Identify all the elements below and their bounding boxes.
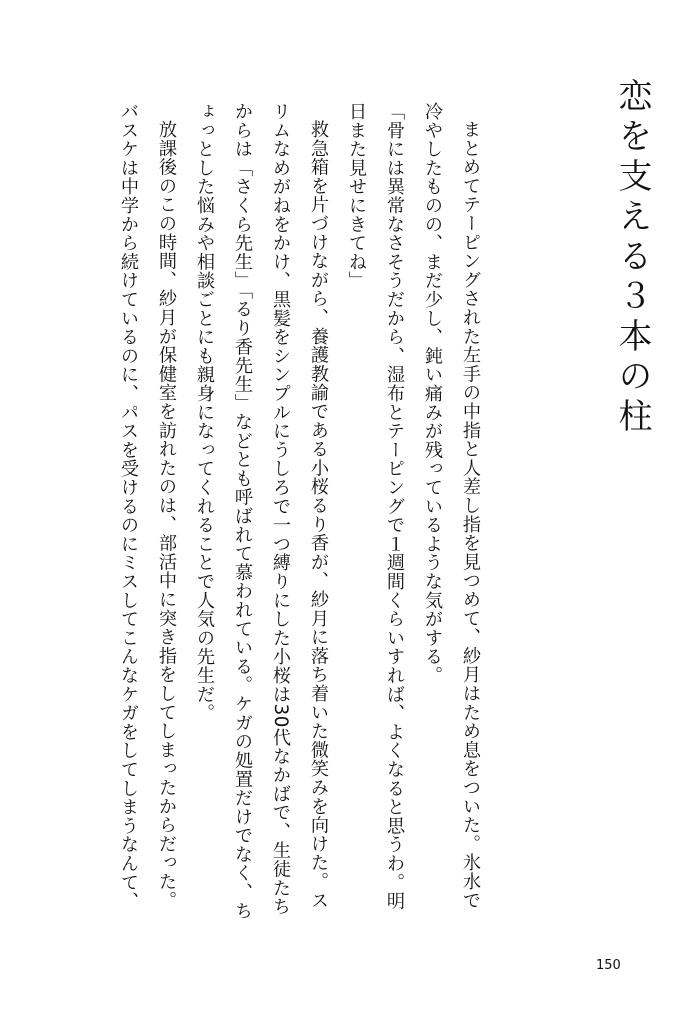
paragraph: 放課後のこの時間、紗月が保健室を訪れたのは、部活中に突き指をしてしまったからだった。バスケは中学から続けているのに、パスを受けるのにミスしてこんなケガをしてしまうなんて、 [118, 102, 177, 911]
body-text [69, 102, 489, 924]
chapter-title: 恋を支える３本の柱 [612, 78, 652, 438]
paragraph: まとめてテーピングされた左手の中指と人差し指を見つめて、紗月はため息をついた。氷水で冷やしたものの、まだ少し、鈍い痛みが残っているような気がする。 [422, 102, 481, 910]
paragraph: 救急箱を片づけながら、養護教諭である小桜るり香が、紗月に落ち着いた微笑みを向けた。スリムなめがねをかけ、黒髪をシンプルにうしろで一つ縛りにした小桜は30代なかばで、生徒たちからは「さくら先生」「るり香先生」などとも呼ばれて慕われている。ケガの処置だけでなく、ちょっとした悩みや相談ごとにも親身になってくれることで人気の先生だ。 [194, 102, 329, 921]
page-number: 150 [596, 958, 621, 973]
paragraph: 「骨には異常なさそうだから、湿布とテーピングで１週間くらいすれば、よくなると思うわ。明日また見せにきてね」 [346, 102, 405, 911]
